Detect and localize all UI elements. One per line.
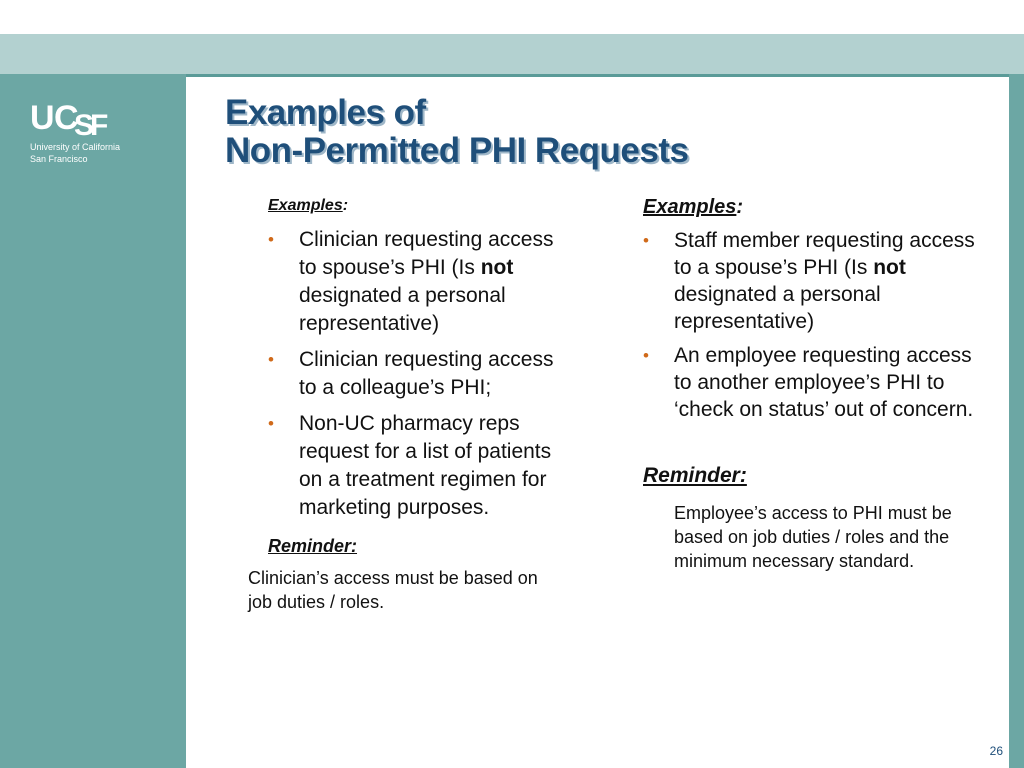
right-examples-label: Examples	[643, 196, 737, 218]
logo-letter-s: S	[74, 109, 93, 142]
left-panel	[0, 74, 186, 768]
logo-text-line1: University of California	[30, 142, 121, 152]
left-reminder-label: Reminder:	[268, 536, 358, 556]
right-reminder-text: Employee’s access to PHI must be based on job duties / roles and the minimum necessary standard.	[674, 503, 952, 571]
list-item	[643, 227, 988, 335]
top-band	[0, 34, 1024, 74]
left-reminder-heading	[268, 534, 568, 558]
logo-letter-c: C	[54, 99, 77, 137]
top-divider	[186, 74, 1024, 77]
slide-title-line1: Examples of	[225, 93, 426, 132]
left-examples-colon: :	[342, 197, 349, 214]
left-examples-heading	[268, 194, 568, 218]
left-examples-label: Examples	[268, 197, 343, 214]
right-bullet-list	[643, 227, 988, 423]
bullet-icon: •	[268, 350, 274, 369]
ucsf-logo	[30, 101, 170, 165]
logo-letter-f: F	[90, 109, 107, 142]
list-item-emphasis: not	[480, 256, 514, 279]
slide-title-line2: Non-Permitted PHI Requests	[225, 131, 689, 170]
logo-letter-u: U	[30, 99, 53, 137]
list-item-text: An employee requesting access to another employee’s PHI to ‘check on status’ out of concern.	[674, 344, 974, 421]
right-examples-colon: :	[736, 196, 744, 218]
slide-title	[225, 94, 925, 170]
bullet-icon: •	[643, 231, 649, 250]
ucsf-logo-mark	[30, 101, 170, 141]
list-item-text-end: designated a personal representative)	[299, 284, 506, 335]
list-item-text: Clinician requesting access to a colleague’s PHI;	[299, 348, 554, 399]
right-reminder-label: Reminder:	[643, 464, 747, 487]
right-reminder-heading	[643, 463, 988, 489]
bullet-icon: •	[268, 230, 274, 249]
list-item-text-end: designated a personal representative)	[674, 283, 881, 333]
right-column	[643, 194, 988, 573]
list-item	[248, 410, 568, 522]
page-number: 26	[989, 744, 1003, 758]
logo-text-line2: San Francisco	[30, 154, 88, 164]
list-item-text: Non-UC pharmacy reps request for a list of patients on a treatment regimen for marketing purposes.	[299, 412, 552, 519]
left-column	[248, 194, 568, 614]
list-item-text-start: Staff member requesting access to a spouse’s PHI (Is	[674, 229, 975, 279]
left-reminder-text: Clinician’s access must be based on job duties / roles.	[248, 568, 538, 612]
list-item	[248, 226, 568, 338]
bullet-icon: •	[268, 414, 274, 433]
right-examples-heading	[643, 194, 988, 220]
right-strip	[1009, 74, 1024, 768]
list-item	[643, 342, 988, 423]
list-item-text-start: Clinician requesting access to spouse’s PHI (Is	[299, 228, 554, 279]
list-item	[248, 346, 568, 402]
list-item-emphasis: not	[873, 256, 906, 279]
bullet-icon: •	[643, 346, 649, 365]
left-bullet-list	[248, 226, 568, 522]
